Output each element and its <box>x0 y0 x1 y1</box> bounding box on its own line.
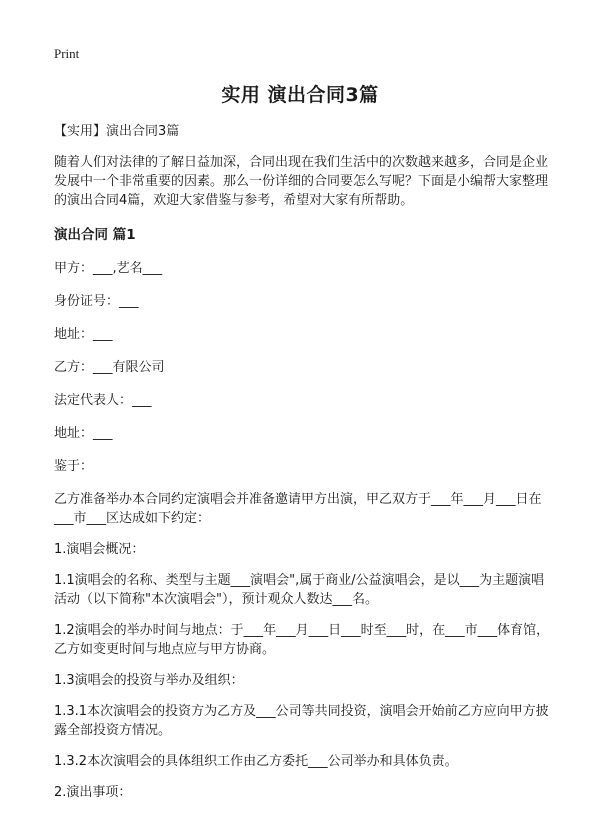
clause-1-2: 1.2演唱会的举办时间与地点：于___年___月___日___时至___时，在___市___体育馆，乙方如变更时间与地点应与甲方协商。 <box>54 623 550 657</box>
party-b-field: 乙方：___有限公司 <box>54 360 165 375</box>
print-label[interactable]: Print <box>54 46 80 61</box>
clause-1-3: 1.3演唱会的投资与举办及组织： <box>54 673 244 688</box>
clause-1-3-2: 1.3.2本次演唱会的具体组织工作由乙方委托___公司举办和具体负责。 <box>54 754 458 769</box>
legal-representative-field: 法定代表人：___ <box>54 393 152 408</box>
party-b-address-field: 地址：___ <box>54 426 113 441</box>
document-body <box>54 122 552 814</box>
whereas-field: 鉴于： <box>54 459 94 474</box>
section-heading: 演出合同 篇1 <box>54 227 136 243</box>
document-title: 实用 演出合同3篇 <box>221 84 379 106</box>
clause-1-3-1: 1.3.1本次演唱会的投资方为乙方及___公司等共同投资，演唱会开始前乙方应向甲方披露全部投资方情况。 <box>54 704 549 738</box>
document-subtitle: 【实用】演出合同3篇 <box>54 124 180 139</box>
clause-1: 1.演唱会概况： <box>54 542 145 557</box>
party-a-field: 甲方：___,艺名___ <box>54 261 163 276</box>
party-a-address-field: 地址：___ <box>54 327 113 342</box>
clause-2: 2.演出事项： <box>54 785 132 800</box>
id-number-field: 身份证号：___ <box>54 294 139 309</box>
agreement-paragraph: 乙方准备举办本合同约定演唱会并准备邀请甲方出演，甲乙双方于___年___月___日在___市___区达成如下约定： <box>54 492 542 526</box>
intro-paragraph: 随着人们对法律的了解日益加深，合同出现在我们生活中的次数越来越多，合同是企业发展中一个非常重要的因素。那么一份详细的合同要怎么写呢？下面是小编帮大家整理的演出合同4篇，欢迎大家借鉴与参考，希望对大家有所帮助。 <box>54 155 549 208</box>
clause-1-1: 1.1演唱会的名称、类型与主题___演唱会",属于商业/公益演唱会，是以___为主题演唱活动（以下简称"本次演唱会"），预计观众人数达___名。 <box>54 573 545 607</box>
